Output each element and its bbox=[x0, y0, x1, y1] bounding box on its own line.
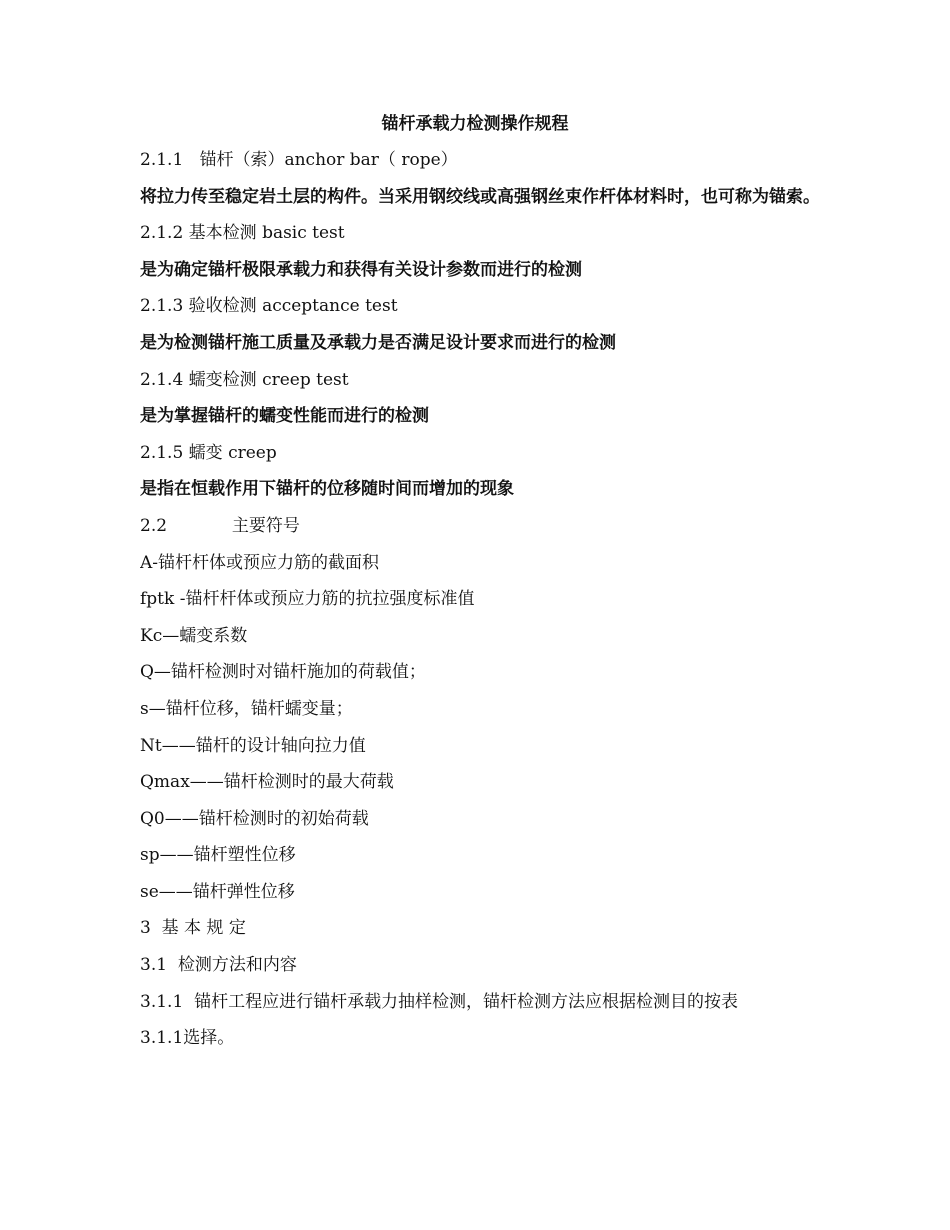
section-3-1-1-text: 3.1.1 锚杆工程应进行锚杆承载力抽样检测，锚杆检测方法应根据检测目的按表 bbox=[140, 991, 739, 1012]
symbol-line: Qmax——锚杆检测时的最大荷载 bbox=[140, 772, 394, 793]
section-2-1-4-definition: 是为掌握锚杆的蠕变性能而进行的检测 bbox=[140, 406, 429, 427]
symbol-line: sp——锚杆塑性位移 bbox=[140, 845, 296, 866]
symbol-line: Q0——锚杆检测时的初始荷载 bbox=[140, 808, 369, 829]
section-2-1-2-heading: 2.1.2 基本检测 basic test bbox=[140, 223, 345, 244]
symbol-line: Q—锚杆检测时对锚杆施加的荷载值； bbox=[140, 662, 426, 683]
symbol-line: fptk -锚杆杆体或预应力筋的抗拉强度标准值 bbox=[140, 589, 475, 610]
document-title: 锚杆承载力检测操作规程 bbox=[381, 114, 569, 134]
symbol-line: se——锚杆弹性位移 bbox=[140, 881, 295, 902]
section-2-2-heading: 2.2 主要符号 bbox=[140, 515, 300, 536]
document-body bbox=[140, 148, 820, 1063]
section-2-1-4-heading: 2.1.4 蠕变检测 creep test bbox=[140, 369, 349, 390]
section-2-1-2-definition: 是为确定锚杆极限承载力和获得有关设计参数而进行的检测 bbox=[140, 259, 582, 280]
section-2-1-1-definition: 将拉力传至稳定岩土层的构件。当采用钢绞线或高强钢丝束作杆体材料时，也可称为锚索。 bbox=[140, 186, 820, 207]
section-2-1-1-heading: 2.1.1 锚杆（索）anchor bar（ rope） bbox=[140, 150, 458, 170]
section-3-1-1-text-continued: 3.1.1选择。 bbox=[140, 1028, 235, 1049]
section-2-1-3-definition: 是为检测锚杆施工质量及承载力是否满足设计要求而进行的检测 bbox=[140, 332, 616, 353]
symbol-line: A-锚杆杆体或预应力筋的截面积 bbox=[140, 552, 380, 573]
section-3-heading: 3 基 本 规 定 bbox=[140, 918, 246, 939]
section-2-1-5-heading: 2.1.5 蠕变 creep bbox=[140, 442, 277, 463]
symbol-line: s—锚杆位移，锚杆蠕变量； bbox=[140, 698, 353, 719]
section-3-1-heading: 3.1 检测方法和内容 bbox=[140, 955, 297, 976]
symbol-line: Nt——锚杆的设计轴向拉力值 bbox=[140, 735, 366, 756]
section-2-1-5-definition: 是指在恒载作用下锚杆的位移随时间而增加的现象 bbox=[140, 479, 514, 500]
section-2-1-3-heading: 2.1.3 验收检测 acceptance test bbox=[140, 296, 398, 317]
symbol-line: Kc—蠕变系数 bbox=[140, 625, 248, 646]
